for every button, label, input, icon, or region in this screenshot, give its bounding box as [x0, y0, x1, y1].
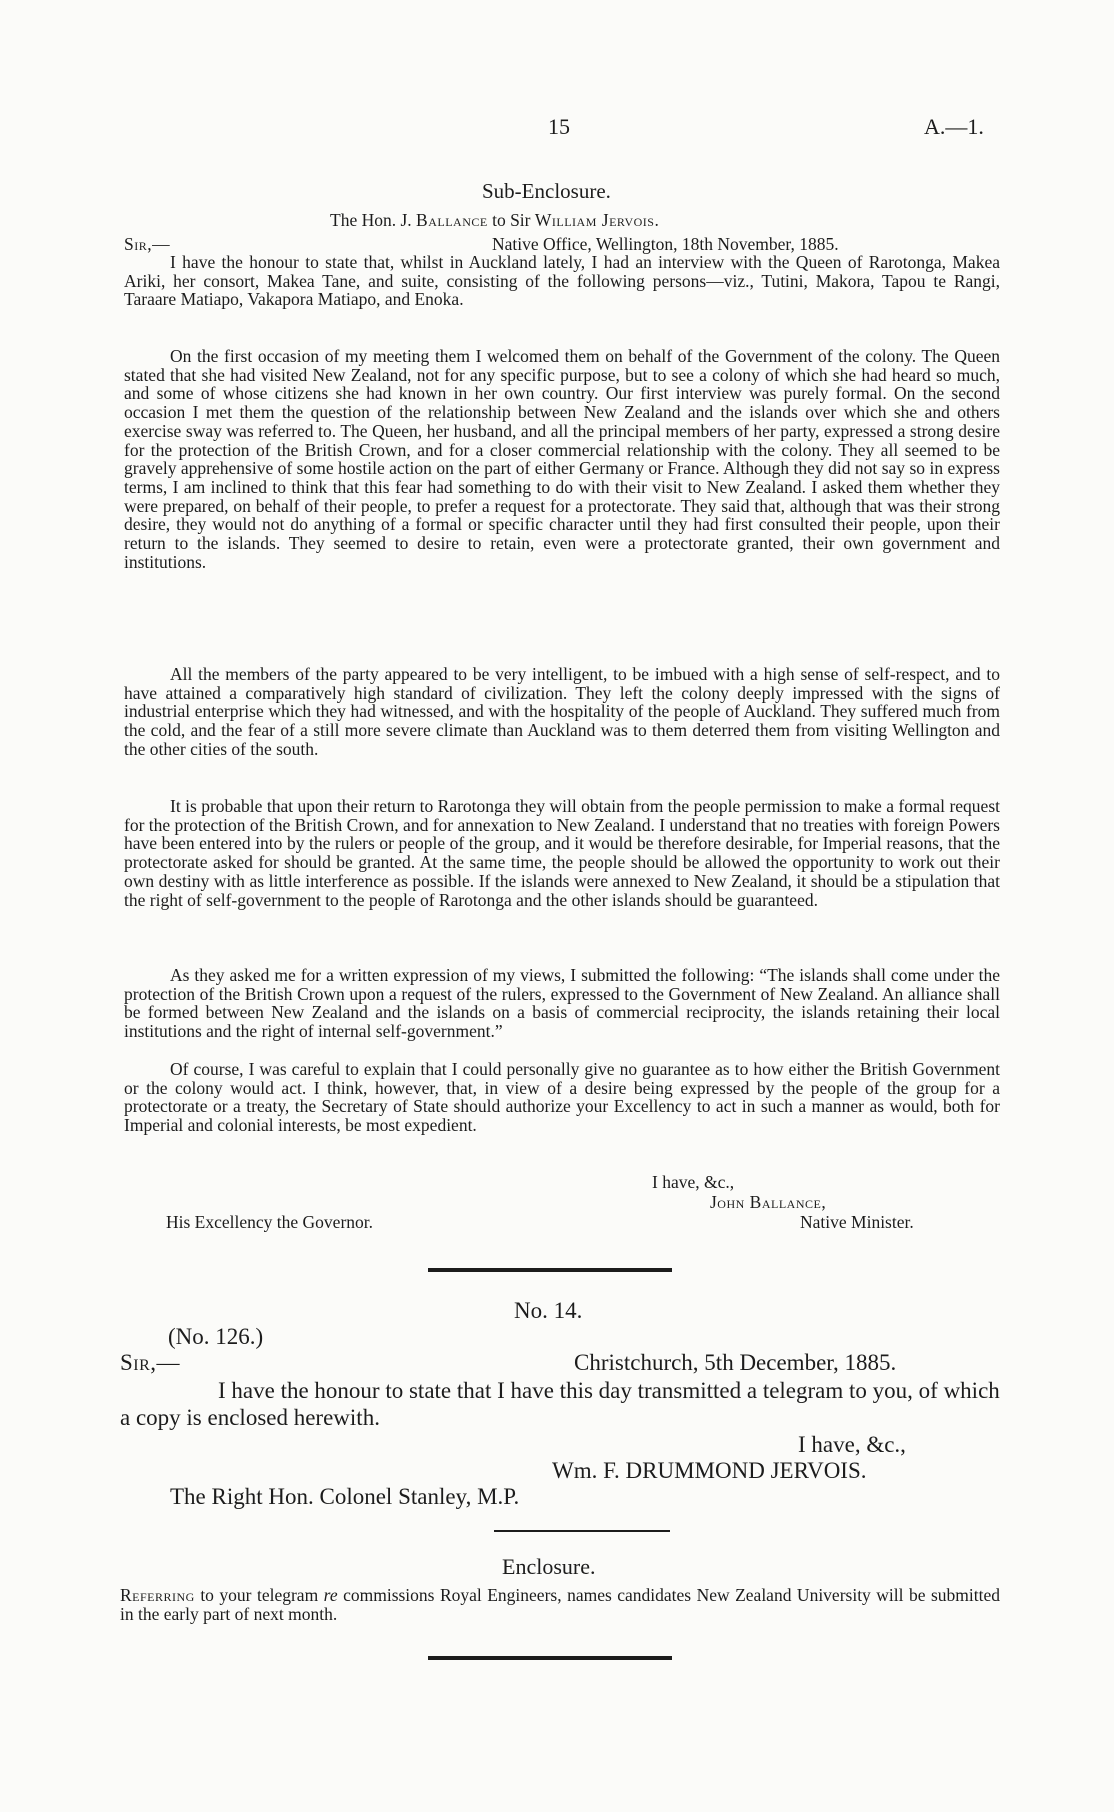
no14-signature: Wm. F. DRUMMOND JERVOIS. — [552, 1458, 867, 1483]
page-number: 15 — [548, 114, 570, 139]
enclosure-text-a: to your telegram — [194, 1585, 324, 1605]
paragraph-6: Of course, I was careful to explain that I could personally give no guarantee as to how either the British Government or the colony would act. I think, however, that, in view of a desire being expressed by the people of the group for a protectorate or a treaty, the Secretary of State should authorize your Excellency to act in such a manner as would, both for Imperial and colonial interests, be most expedient. — [124, 1059, 1000, 1136]
no14-reference: (No. 126.) — [168, 1324, 264, 1349]
paragraph-5: As they asked me for a written expression of my views, I submitted the following: “The islands shall come under the protection of the British Crown upon a request of the rulers, expressed to the Government of New Zealand. An alliance shall be formed between New Zealand and the islands on a basis of commercial reciprocity, the islands retaining their local institutions and the right of internal self-government.” — [124, 965, 1000, 1042]
sub-enclosure-place-date: Native Office, Wellington, 18th November, 1885. — [492, 234, 839, 254]
byline-to: to Sir — [492, 210, 531, 230]
end-divider — [428, 1656, 672, 1660]
paragraph-2: On the first occasion of my meeting them I welcomed them on behalf of the Government of the colony. The Queen stated that she had visited New Zealand, not for any specific purpose, but to see a colony of which she had heard so much, and some of whose citizens she had known in her own country. Our first interview was purely formal. On the second occasion I met them the question of the relationship between New Zealand and the islands over which she and others exercise sway was referred to. The Queen, her husband, and all the principal members of her party, expressed a strong desire for the protection of the British Crown, and for a closer commercial relationship with the colony. They all seemed to be gravely apprehensive of some hostile action on the part of either Germany or France. Although they did not say so in express terms, I am inclined to think that this fear had something to do with their visit to New Zealand. I asked them whether they were prepared, on behalf of their people, to prefer a request for a protectorate. They said that, although that was their strong desire, they would not do anything of a formal or specific character until they had first consulted their people, upon their return to the islands. They seemed to desire to retain, even were a protectorate granted, their own government and institutions. — [124, 346, 1000, 572]
sub-enclosure-signature: John Ballance, — [710, 1192, 827, 1212]
no14-place-date: Christchurch, 5th December, 1885. — [574, 1350, 897, 1375]
section-divider — [428, 1268, 672, 1272]
no14-addressee: The Right Hon. Colonel Stanley, M.P. — [170, 1484, 520, 1509]
enclosure-re: re — [323, 1585, 338, 1605]
sub-enclosure-signature-title: Native Minister. — [800, 1212, 914, 1232]
byline-from: Ballance — [416, 210, 488, 230]
paragraph-4: It is probable that upon their return to Rarotonga they will obtain from the people permission to make a formal request for the protection of the British Crown, and for annexation to New Zealand. I understand that no treaties with foreign Powers have been entered into by the rulers or people of the group, and it would be therefore desirable, for Imperial reasons, that the protectorate asked for should be granted. At the same time, the people should be allowed the opportunity to work out their own destiny with as little interference as possible. If the islands were annexed to New Zealand, it should be a stipulation that the right of self-government to the people of Rarotonga and the other islands should be guaranteed. — [124, 796, 1000, 910]
enclosure-text-b: commissions Royal Engineers, names candidates New Zealand University will be submitted in the early part of next month. — [120, 1585, 1001, 1624]
sub-enclosure-closing: I have, &c., — [652, 1172, 735, 1192]
no14-title: No. 14. — [514, 1298, 583, 1323]
enclosure-lead: Referring — [120, 1585, 195, 1605]
no14-salutation: Sir,— — [120, 1350, 181, 1375]
byline-pre: The Hon. J. — [330, 210, 412, 230]
paragraph-3: All the members of the party appeared to be very intelligent, to be imbued with a high sense of self-respect, and to have attained a comparatively high standard of civilization. They left the colony deeply impressed with the signs of industrial enterprise which they had witnessed, and with the hospitality of the people of Auckland. They suffered much from the cold, and the fear of a still more severe climate than Auckland was to them deterred them from visiting Wellington and the other cities of the south. — [124, 664, 1000, 759]
enclosure-body — [120, 1586, 1000, 1624]
sub-enclosure-salutation: Sir,— — [124, 234, 171, 254]
document-reference: A.—1. — [924, 114, 984, 139]
thin-divider — [494, 1530, 670, 1532]
sub-enclosure-byline — [330, 211, 659, 230]
enclosure-title: Enclosure. — [502, 1554, 596, 1579]
paragraph-1: I have the honour to state that, whilst in Auckland lately, I had an interview with the Queen of Rarotonga, Makea Ariki, her consort, Makea Tane, and suite, consisting of the following persons—viz., Tutini, Makora, Tapou te Rangi, Taraare Matiapo, Vakapora Matiapo, and Enoka. — [124, 252, 1000, 310]
no14-closing: I have, &c., — [798, 1432, 906, 1457]
no14-body: I have the honour to state that I have this day transmitted a telegram to you, of which a copy is enclosed herewith. — [120, 1378, 1000, 1430]
byline-recipient: William Jervois. — [534, 210, 660, 230]
sub-enclosure-title: Sub-Enclosure. — [482, 179, 611, 203]
sub-enclosure-addressee: His Excellency the Governor. — [166, 1212, 374, 1232]
